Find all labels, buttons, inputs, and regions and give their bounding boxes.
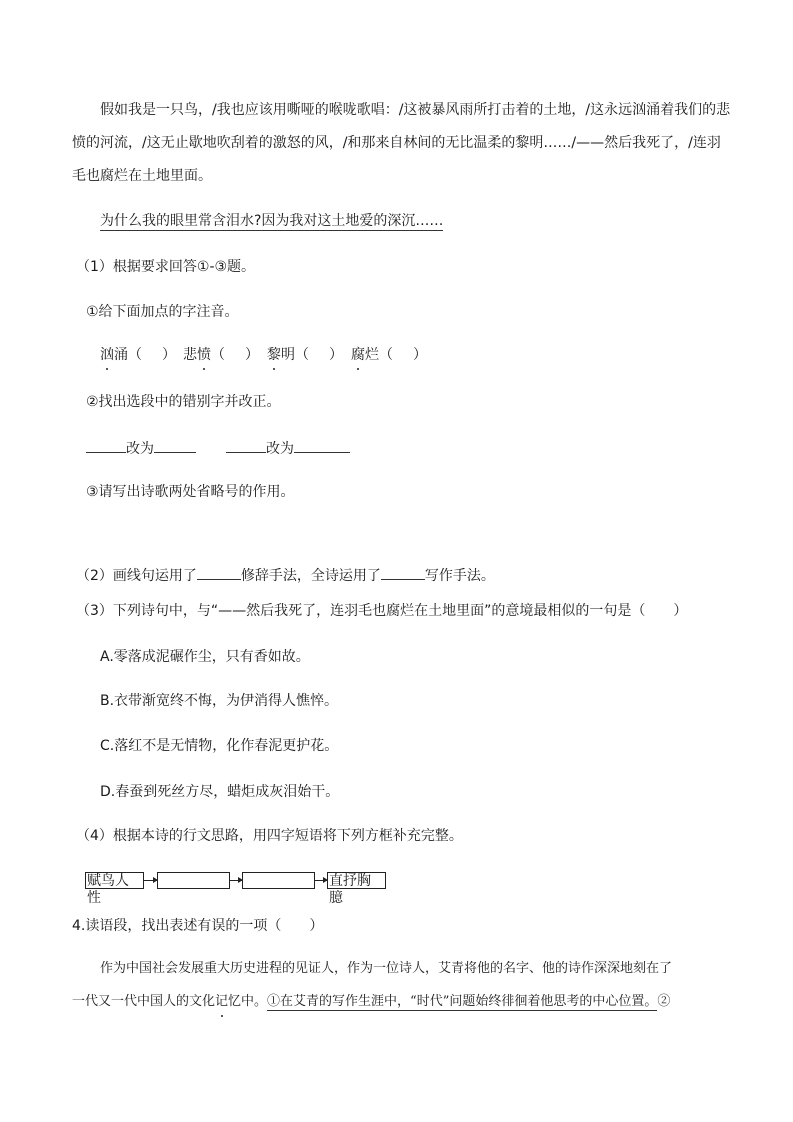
flow-arrow-2 bbox=[230, 880, 242, 881]
blank-correct-char-2[interactable] bbox=[294, 438, 350, 453]
q4-stem: （4）根据本诗的行文思路，用四字短语将下列方框补充完整。 bbox=[76, 828, 463, 844]
q3-option-b[interactable]: B.衣带渐宽终不悔，为伊消得人憔悴。 bbox=[100, 693, 339, 709]
dotted-chars: 化记忆 bbox=[202, 992, 241, 1012]
underlined-text: 为什么我的眼里常含泪水?因为我对这土地爱的深沉…… bbox=[100, 213, 444, 229]
underlined-sentence-1: ①在艾青的写作生涯中，“时代”问题始终徘徊着他思考的中心位置。 bbox=[267, 994, 658, 1009]
pinyin-item-2: 悲愤（ ） bbox=[183, 347, 259, 363]
blank-technique[interactable] bbox=[381, 565, 425, 580]
poem-line-3: 毛也腐烂在土地里面。 bbox=[72, 168, 212, 184]
q3-option-a[interactable]: A.零落成泥碾作尘，只有香如故。 bbox=[100, 649, 310, 665]
flow-arrow-1 bbox=[144, 880, 157, 881]
pinyin-item-3: 黎明（ ） bbox=[267, 347, 343, 363]
blank-rhetoric[interactable] bbox=[197, 565, 241, 580]
correction-pair-2: 改为 bbox=[226, 438, 350, 459]
blank-wrong-char-2[interactable] bbox=[226, 438, 266, 453]
q1-sub3: ③请写出诗歌两处省略号的作用。 bbox=[86, 484, 295, 500]
pinyin-item-4: 腐烂（ ） bbox=[351, 347, 427, 363]
flow-arrow-3 bbox=[315, 880, 327, 881]
q1-sub2: ②找出选段中的错别字并改正。 bbox=[86, 394, 281, 410]
pinyin-item-1: 汹涌（ ） bbox=[100, 347, 176, 363]
item4-paragraph-line-1: 作为中国社会发展重大历史进程的见证人，作为一位诗人，艾青将他的名字、他的诗作深深地刻在了 bbox=[100, 961, 673, 976]
blank-correct-char-1[interactable] bbox=[154, 438, 196, 453]
correction-pair-1: 改为 bbox=[86, 438, 196, 459]
dotted-char: 愤 bbox=[197, 347, 211, 363]
dotted-char: 腐 bbox=[351, 347, 365, 363]
q3-option-c[interactable]: C.落红不是无情物，化作春泥更护花。 bbox=[100, 738, 339, 754]
q3-stem: （3）下列诗句中，与“——然后我死了，连羽毛也腐烂在土地里面”的意境最相似的一句是（ ） bbox=[76, 603, 688, 619]
q3-option-d[interactable]: D.春蚕到死丝方尽，蜡炬成灰泪始干。 bbox=[100, 784, 340, 800]
poem-line-2: 愤的河流，/这无止歇地吹刮着的激怒的风，/和那来自林间的无比温柔的黎明……/——然后我死了，/连羽 bbox=[72, 135, 721, 151]
flow-box-3-blank[interactable] bbox=[242, 872, 315, 889]
blank-wrong-char-1[interactable] bbox=[86, 438, 126, 453]
q1-stem: （1）根据要求回答①-③题。 bbox=[76, 259, 256, 275]
poem-underlined-sentence bbox=[100, 211, 443, 231]
flow-box-1: 赋鸟人性 bbox=[85, 872, 144, 889]
dotted-char: 汹 bbox=[100, 347, 114, 363]
item4-paragraph-line-2: 一代又一代中国人的文化记忆中。①在艾青的写作生涯中，“时代”问题始终徘徊着他思考的中心位置。② bbox=[72, 992, 670, 1012]
q1-sub1: ①给下面加点的字注音。 bbox=[86, 304, 239, 320]
dotted-char: 黎 bbox=[267, 347, 281, 363]
flow-box-4: 直抒胸臆 bbox=[327, 872, 386, 889]
poem-line-1: 假如我是一只鸟，/我也应该用嘶哑的喉咙歌唱：/这被暴风雨所打击着的土地，/这永远汹涌着我们的悲 bbox=[100, 102, 731, 118]
q2: （2）画线句运用了 修辞手法，全诗运用了 写作手法。 bbox=[76, 565, 495, 586]
flow-box-2-blank[interactable] bbox=[157, 872, 230, 889]
item4-stem: 4.读语段，找出表述有误的一项（ ） bbox=[72, 918, 324, 934]
